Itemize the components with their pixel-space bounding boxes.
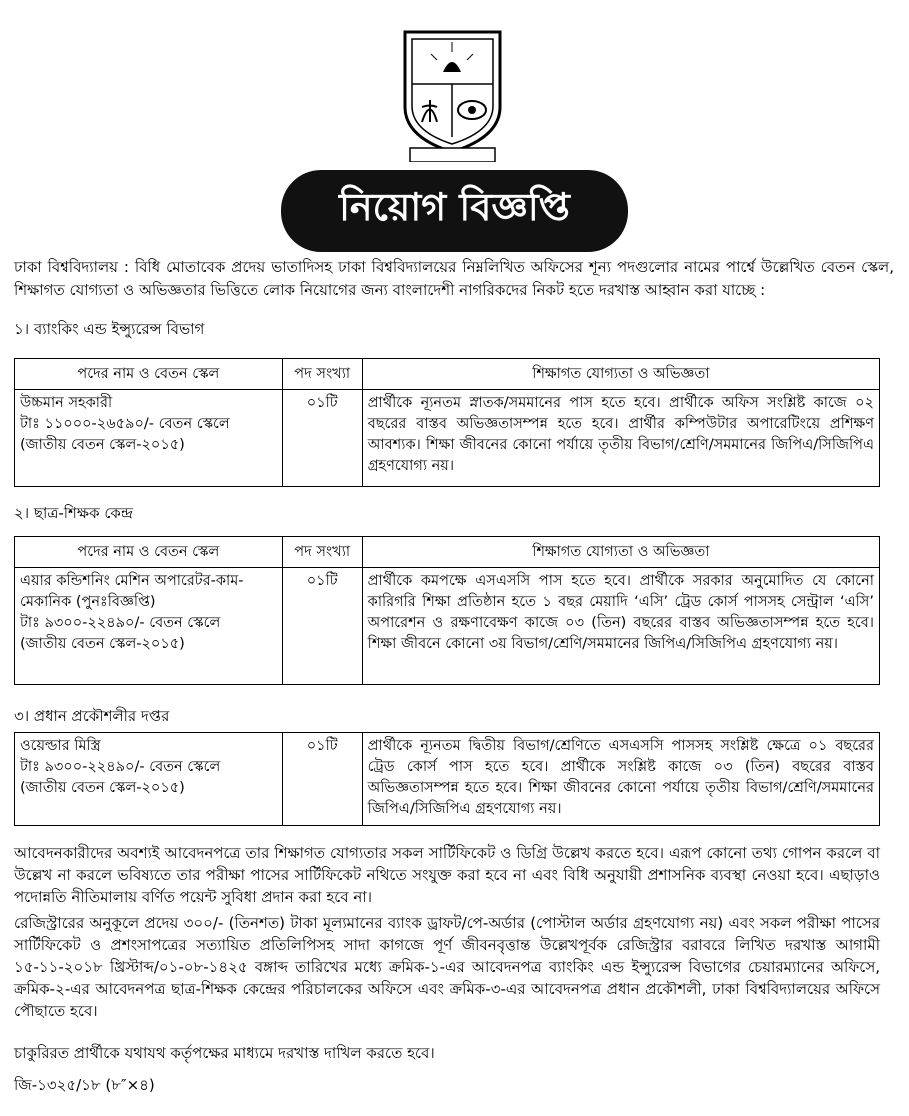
post-name-scale: উচ্চমান সহকারী টাঃ ১১০০০-২৬৫৯০/- বেতন স্কেলে (জাতীয় বেতন স্কেল-২০১৫) xyxy=(15,390,283,487)
post-count: ০১টি xyxy=(282,390,362,487)
employed-candidates-note: চাকুরিরত প্রার্থীকে যথাযথ কর্তৃপক্ষের মাধ্যমে দরখাস্ত দাখিল করতে হবে। xyxy=(14,1044,435,1062)
post-qualification: প্রার্থীকে ন্যূনতম স্নাতক/সমমানের পাস হতে হবে। প্রার্থীকে অফিস সংশ্লিষ্ট কাজে ০২ বছরের বাস্তব অভিজ্ঞতাসম্পন্ন হতে হবে। প্রার্থীর কম্পিউটার অপারেটিংয়ে প্রশিক্ষণ আবশ্যক। শিক্ষা জীবনের কোনো পর্যায়ে তৃতীয় বিভাগ/শ্রেণি/সমমানের জিপিএ/সিজিপিএ গ্রহণযোগ্য নয়। xyxy=(362,390,879,487)
post-count: ০১টি xyxy=(282,568,362,685)
university-seal-logo xyxy=(385,12,520,162)
header-count: পদ সংখ্যা xyxy=(282,537,362,568)
post-name-scale: এয়ার কন্ডিশনিং মেশিন অপারেটর-কাম-মেকানিক (পুনঃবিজ্ঞপ্তি) টাঃ ৯৩০০-২২৪৯০/- বেতন স্কেলে (জাতীয় বেতন স্কেল-২০১৫) xyxy=(15,568,283,685)
table-row xyxy=(15,568,880,685)
vacancy-table-3 xyxy=(14,732,880,826)
title-wrapper xyxy=(0,170,909,252)
certificate-disclosure-paragraph: আবেদনকারীদের অবশ্যই আবেদনপত্রে তার শিক্ষাগত যোগ্যতার সকল সার্টিফিকেট ও ডিগ্রি উল্লেখ করতে হবে। এরূপ কোনো তথ্য গোপন করলে বা উল্লেখ না করলে ভবিষ্যতে তার পরীক্ষা পাসের সার্টিফিকেট নথিতে সংযুক্ত করা হবে না এবং বিধি অনুযায়ী প্রশাসনিক ব্যবস্থা নেওয়া হবে। এছাড়াও পদোন্নতি নীতিমালায় বর্ণিত পয়েন্ট সুবিধা প্রদান করা হবে না। xyxy=(14,844,880,906)
table-row xyxy=(15,390,880,487)
header-count: পদ সংখ্যা xyxy=(282,359,362,390)
post-name-scale: ওয়েল্ডার মিস্ত্রি টাঃ ৯৩০০-২২৪৯০/- বেতন স্কেলে (জাতীয় বেতন স্কেল-২০১৫) xyxy=(15,733,283,826)
vacancy-table-2 xyxy=(14,536,880,685)
header-post: পদের নাম ও বেতন স্কেল xyxy=(15,537,283,568)
advertisement-reference: জি-১৩২৫/১৮ (৮″×৪) xyxy=(14,1076,155,1094)
header-qualification: শিক্ষাগত যোগ্যতা ও অভিজ্ঞতা xyxy=(362,359,879,390)
section-3-heading: ৩। প্রধান প্রকৌশলীর দপ্তর xyxy=(14,707,170,725)
table-row xyxy=(15,733,880,826)
table-header-row xyxy=(15,537,880,568)
vacancy-table-1 xyxy=(14,358,880,487)
post-qualification: প্রার্থীকে কমপক্ষে এসএসসি পাস হতে হবে। প্রার্থীকে সরকার অনুমোদিত যে কোনো কারিগরি শিক্ষা প্রতিষ্ঠান হতে ১ বছর মেয়াদি ‘এসি’ ট্রেড কোর্স পাসসহ সেন্ট্রাল ‘এসি’ অপারেশন ও রক্ষণাবেক্ষণ কাজে ০৩ (তিন) বছরের বাস্তব অভিজ্ঞতাসম্পন্ন হতে হবে। শিক্ষা জীবনে কোনো ৩য় বিভাগ/শ্রেণি/সমমানের জিপিএ/সিজিপিএ গ্রহণযোগ্য নয়। xyxy=(362,568,879,685)
table-header-row xyxy=(15,359,880,390)
section-1-heading: ১। ব্যাংকিং এন্ড ইন্স্যুরেন্স বিভাগ xyxy=(14,320,205,338)
application-instructions-paragraph: রেজিস্ট্রারের অনুকূলে প্রদেয় ৩০০/- (তিনশত) টাকা মূল্যমানের ব্যাংক ড্রাফট/পে-অর্ডার (পোস্টাল অর্ডার গ্রহণযোগ্য নয়) এবং সকল পরীক্ষা পাসের সার্টিফিকেট ও প্রশংসাপত্রের সত্যায়িত প্রতিলিপিসহ সাদা কাগজে পূর্ণ জীবনবৃত্তান্ত উল্লেখপূর্বক রেজিস্ট্রার বরাবরে লিখিত দরখাস্ত আগামী ১৫-১১-২০১৮ খ্রিস্টাব্দ/০১-০৮-১৪২৫ বঙ্গাব্দ তারিখের মধ্যে ক্রমিক-১-এর আবেদনপত্র ব্যাংকিং এন্ড ইন্স্যুরেন্স বিভাগের চেয়ারম্যানের অফিসে, ক্রমিক-২-এর আবেদনপত্র ছাত্র-শিক্ষক কেন্দ্রের পরিচালকের অফিসে এবং ক্রমিক-৩-এর আবেদনপত্র প্রধান প্রকৌশলী, ঢাকা বিশ্ববিদ্যালয়ের অফিসে পৌছাতে হবে। xyxy=(14,914,880,1020)
intro-paragraph: ঢাকা বিশ্ববিদ্যালয় : বিধি মোতাবেক প্রদেয় ভাতাদিসহ ঢাকা বিশ্ববিদ্যালয়ের নিম্নলিখিত অফিসের শূন্য পদগুলোর নামের পার্শ্বে উল্লেখিত বেতন স্কেল, শিক্ষাগত যোগ্যতা ও অভিজ্ঞতার ভিত্তিতে লোক নিয়োগের জন্য বাংলাদেশী নাগরিকদের নিকট হতে দরখাস্ত আহ্বান করা যাচ্ছে : xyxy=(14,258,894,299)
notice-title: নিয়োগ বিজ্ঞপ্তি xyxy=(281,170,628,252)
post-count: ০১টি xyxy=(282,733,362,826)
post-qualification: প্রার্থীকে ন্যূনতম দ্বিতীয় বিভাগ/শ্রেণিতে এসএসসি পাসসহ সংশ্লিষ্ট ক্ষেত্রে ০১ বছরের ট্রেড কোর্স পাস হতে হবে। প্রার্থীকে সংশ্লিষ্ট কাজে ০৩ (তিন) বছরের বাস্তব অভিজ্ঞতাসম্পন্ন হতে হবে। শিক্ষা জীবনের কোনো পর্যায়ে তৃতীয় বিভাগ/শ্রেণি/সমমানের জিপিএ/সিজিপিএ গ্রহণযোগ্য নয়। xyxy=(362,733,879,826)
header-post: পদের নাম ও বেতন স্কেল xyxy=(15,359,283,390)
header-qualification: শিক্ষাগত যোগ্যতা ও অভিজ্ঞতা xyxy=(362,537,879,568)
section-2-heading: ২। ছাত্র-শিক্ষক কেন্দ্র xyxy=(14,504,134,522)
